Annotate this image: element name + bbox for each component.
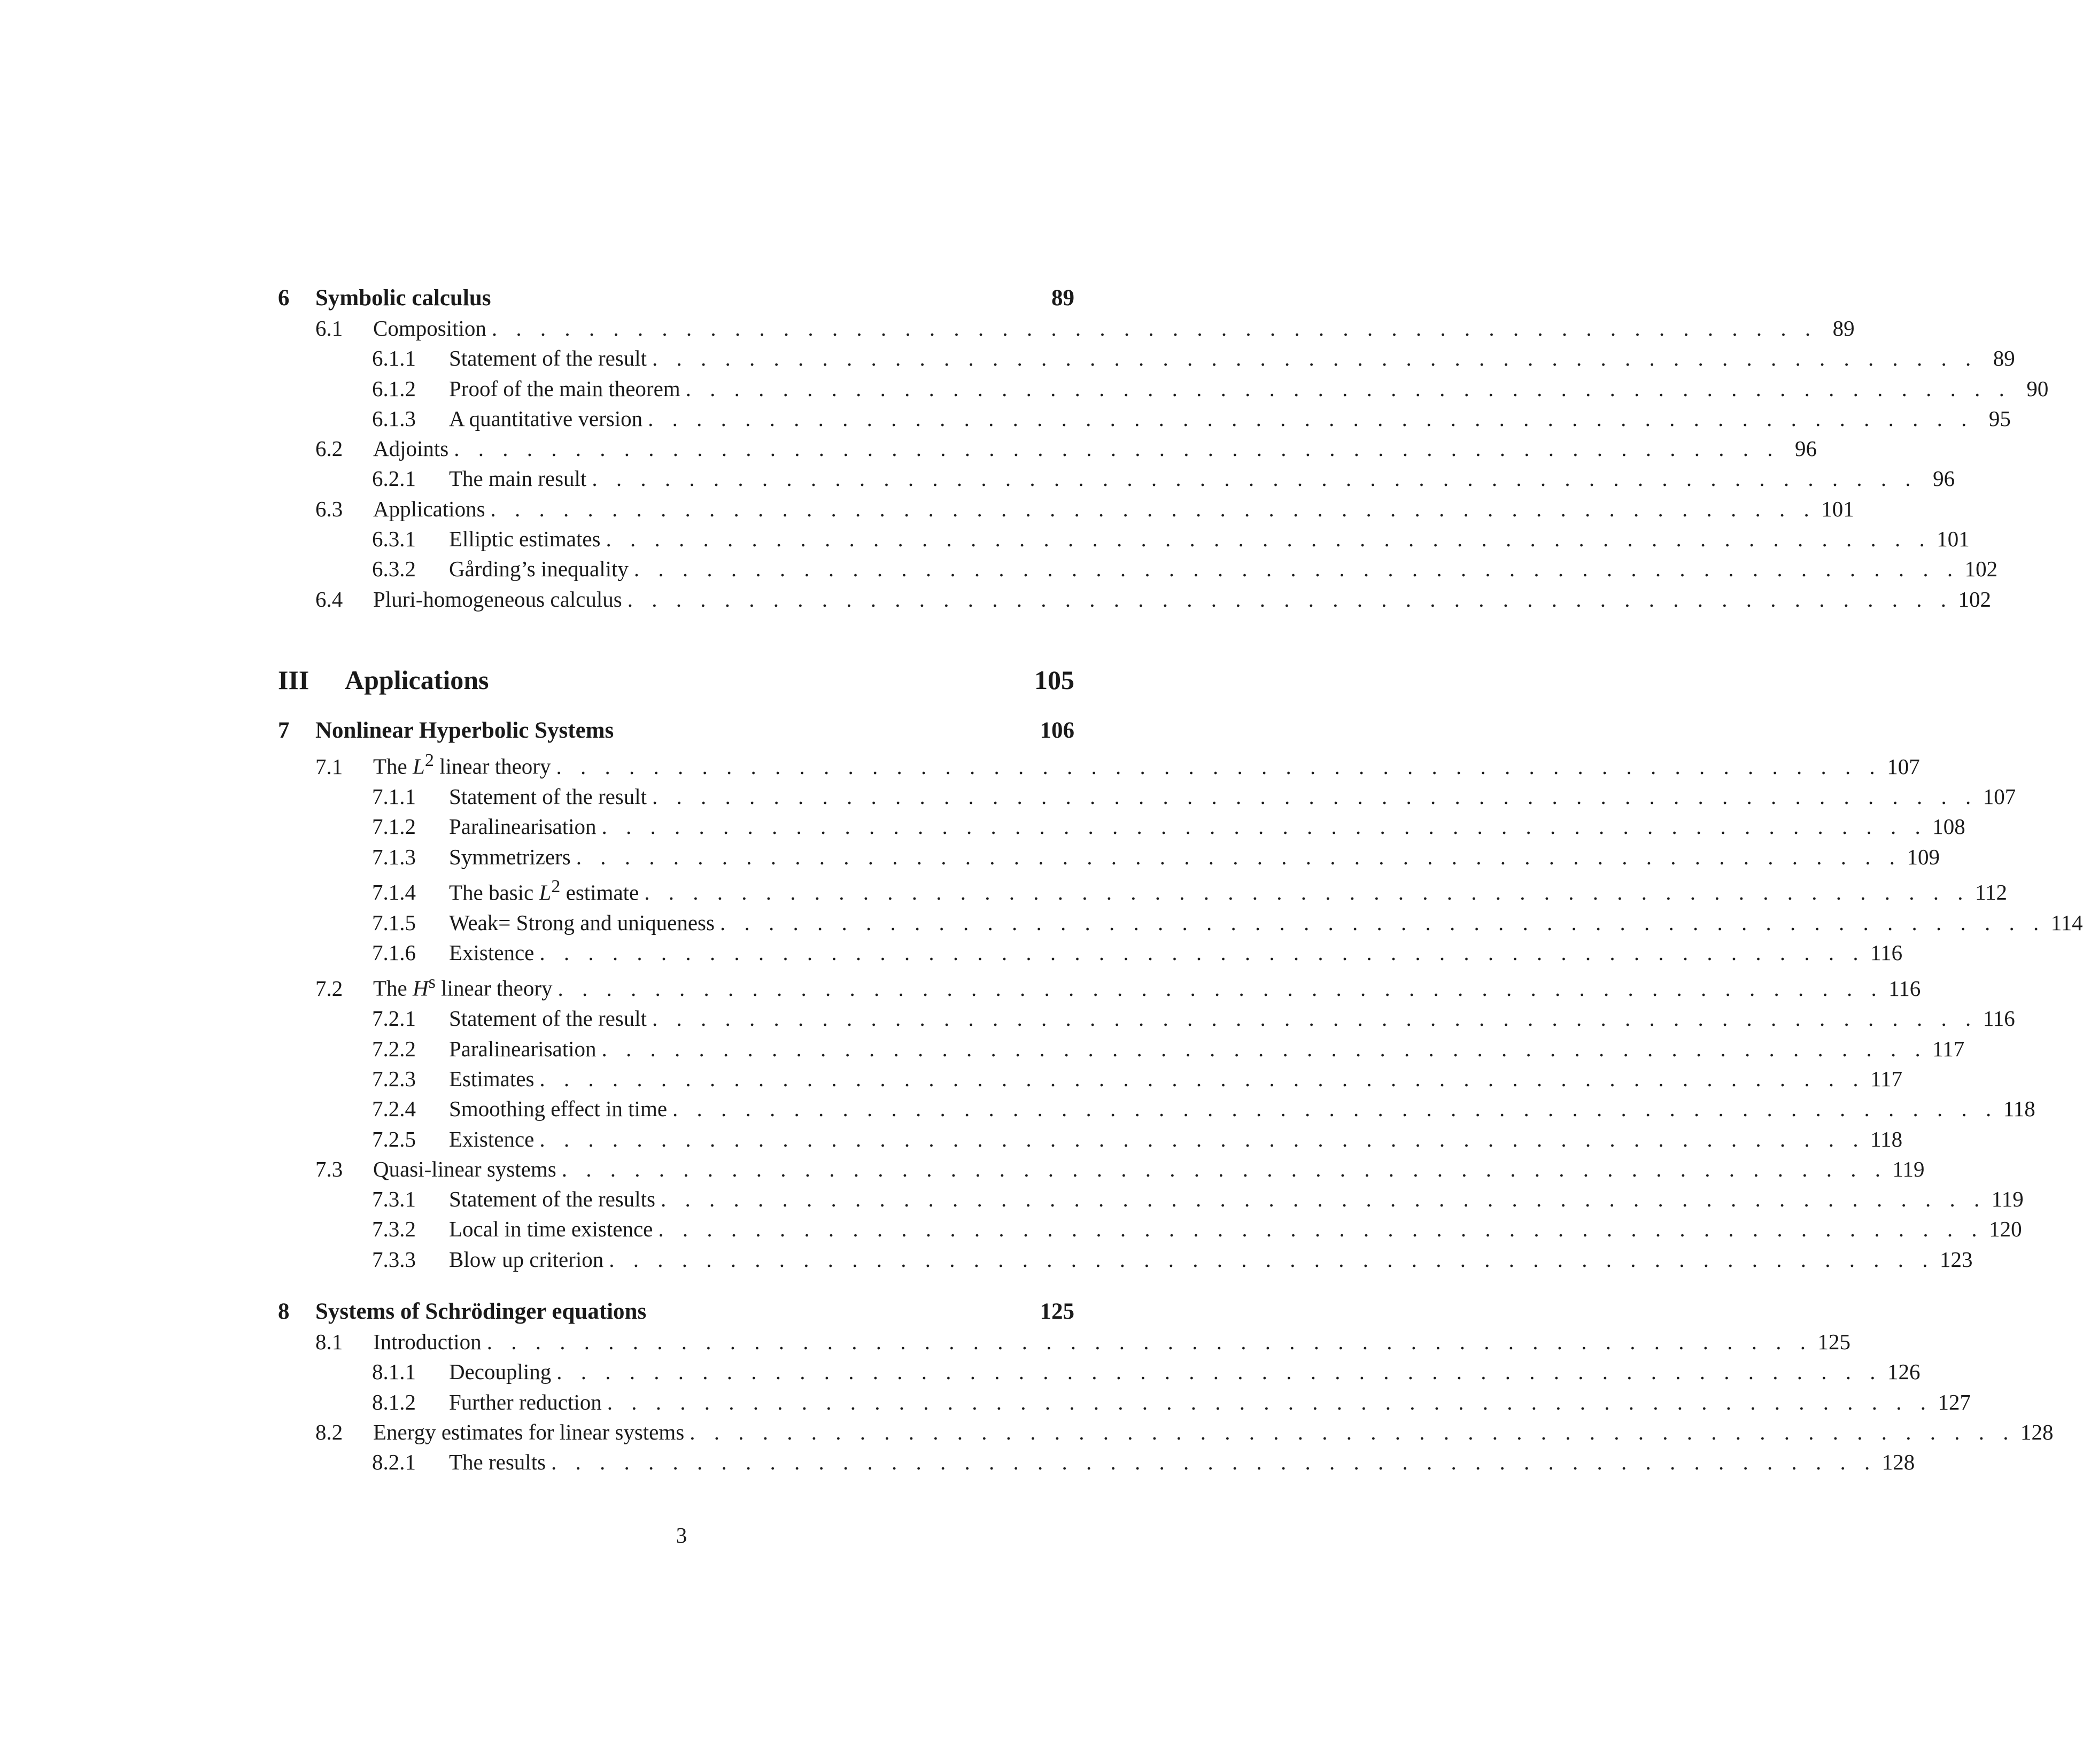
math-symbol: H bbox=[413, 976, 429, 1001]
section-page: 116 bbox=[1888, 976, 1921, 1001]
chapter-number: 8 bbox=[278, 1298, 290, 1324]
toc-section-7-2[interactable] bbox=[278, 968, 1921, 1003]
subsection-page: 119 bbox=[1991, 1187, 2024, 1212]
toc-subsection-7-3-1[interactable] bbox=[278, 1184, 2024, 1214]
subsection-page: 102 bbox=[1964, 556, 1998, 582]
subsection-page: 114 bbox=[2050, 910, 2083, 935]
toc-section-6-1[interactable] bbox=[278, 313, 1855, 343]
toc-section-6-3[interactable] bbox=[278, 494, 1854, 524]
section-page: 119 bbox=[1892, 1156, 1925, 1181]
math-symbol: L bbox=[539, 880, 552, 905]
dot-leader: . . . . . . . . . . . . . . . . . . . . . . . . . . . . . . . . . . . . . . . . . . . . . . . . . . . . . . . bbox=[652, 346, 1978, 371]
math-superscript: 2 bbox=[551, 876, 561, 896]
subsection-page: 96 bbox=[1933, 466, 1955, 491]
section-title: Introduction bbox=[373, 1329, 482, 1354]
section-title: The $H^s$ linear theory bbox=[373, 972, 553, 1001]
dot-leader: . . . . . . . . . . . . . . . . . . . . . . . . . . . . . . . . . . . . . . . . . . . . . . . . . . . . . . . bbox=[648, 406, 1973, 431]
section-number: 6.1 bbox=[315, 316, 343, 341]
subsection-title: Paralinearisation bbox=[449, 814, 597, 839]
section-number: 7.1 bbox=[315, 754, 343, 779]
chapter-page: 125 bbox=[1040, 1298, 1074, 1324]
subsection-title: The main result bbox=[449, 466, 587, 491]
subsection-page: 128 bbox=[1881, 1450, 1915, 1475]
section-number: 6.2 bbox=[315, 436, 343, 461]
subsection-number: 8.1.2 bbox=[372, 1389, 416, 1414]
section-page: 102 bbox=[1958, 586, 1991, 612]
section-page: 107 bbox=[1887, 754, 1920, 779]
subsection-number: 7.2.3 bbox=[372, 1066, 416, 1091]
subsection-number: 7.1.3 bbox=[372, 844, 416, 869]
subsection-page: 118 bbox=[2003, 1096, 2035, 1121]
dot-leader: . . . . . . . . . . . . . . . . . . . . . . . . . . . . . . . . . . . . . . . . . . . . . . . . . . . . . . . bbox=[607, 1389, 1933, 1414]
section-page: 89 bbox=[1832, 316, 1855, 341]
toc-subsection-6-1-3[interactable] bbox=[278, 404, 2011, 434]
subsection-number: 8.1.1 bbox=[372, 1359, 416, 1384]
section-number: 6.3 bbox=[315, 496, 343, 521]
toc-section-7-1[interactable] bbox=[278, 746, 1920, 782]
section-page: 128 bbox=[2020, 1419, 2054, 1444]
dot-leader: . . . . . . . . . . . . . . . . . . . . . . . . . . . . . . . . . . . . . . . . . . . . . . . . . . . . . . . bbox=[627, 586, 1953, 612]
subsection-title: A quantitative version bbox=[449, 406, 643, 431]
toc-section-7-3[interactable] bbox=[278, 1154, 1925, 1184]
subsection-title: Statement of the result bbox=[449, 346, 647, 371]
section-page: 125 bbox=[1817, 1329, 1850, 1354]
section-title: The $L^2$ linear theory bbox=[373, 750, 551, 779]
dot-leader: . . . . . . . . . . . . . . . . . . . . . . . . . . . . . . . . . . . . . . . . . . . . . . . . . . . . . . . bbox=[685, 376, 2011, 401]
subsection-title: Paralinearisation bbox=[449, 1036, 597, 1061]
subsection-number: 6.2.1 bbox=[372, 466, 416, 491]
section-title: Quasi-linear systems bbox=[373, 1156, 556, 1181]
toc-chapter-8[interactable] bbox=[278, 1297, 1074, 1327]
subsection-page: 117 bbox=[1870, 1066, 1903, 1091]
subsection-title: The basic $L^2$ estimate bbox=[449, 876, 639, 905]
subsection-title: Further reduction bbox=[449, 1389, 602, 1414]
dot-leader: . . . . . . . . . . . . . . . . . . . . . . . . . . . . . . . . . . . . . . . . . . . . . . . . . . . . . . . bbox=[609, 1247, 1934, 1272]
section-title: Composition bbox=[373, 316, 486, 341]
dot-leader: . . . . . . . . . . . . . . . . . . . . . . . . . . . . . . . . . . . . . . . . . . . . . . . . . . . . . . . bbox=[606, 527, 1932, 552]
page-number: 3 bbox=[676, 1523, 687, 1548]
toc-subsection-8-2-1[interactable] bbox=[278, 1447, 1915, 1477]
subsection-title: Symmetrizers bbox=[449, 844, 571, 869]
toc-subsection-6-2-1[interactable] bbox=[278, 463, 1955, 493]
toc-subsection-7-2-4[interactable] bbox=[278, 1094, 2035, 1124]
dot-leader: . . . . . . . . . . . . . . . . . . . . . . . . . . . . . . . . . . . . . . . . . . . . . . . . . . . . . . . bbox=[719, 910, 2046, 935]
subsection-title: Blow up criterion bbox=[449, 1247, 604, 1272]
part-page: 105 bbox=[1034, 664, 1074, 695]
subsection-number: 7.3.1 bbox=[372, 1187, 416, 1212]
subsection-title: Proof of the main theorem bbox=[449, 376, 680, 401]
dot-leader: . . . . . . . . . . . . . . . . . . . . . . . . . . . . . . . . . . . . . . . . . . . . . . . . . . . . . . . bbox=[491, 316, 1817, 341]
dot-leader: . . . . . . . . . . . . . . . . . . . . . . . . . . . . . . . . . . . . . . . . . . . . . . . . . . . . . . . bbox=[539, 940, 1865, 965]
section-number: 8.1 bbox=[315, 1329, 343, 1354]
subsection-title: Statement of the result bbox=[449, 1006, 647, 1031]
subsection-title: Existence bbox=[449, 940, 535, 965]
section-title: Pluri-homogeneous calculus bbox=[373, 586, 622, 612]
subsection-number: 7.2.1 bbox=[372, 1006, 416, 1031]
dot-leader: . . . . . . . . . . . . . . . . . . . . . . . . . . . . . . . . . . . . . . . . . . . . . . . . . . . . . . . bbox=[490, 496, 1816, 521]
subsection-title: Gårding’s inequality bbox=[449, 556, 629, 582]
subsection-number: 7.3.2 bbox=[372, 1217, 416, 1242]
dot-leader: . . . . . . . . . . . . . . . . . . . . . . . . . . . . . . . . . . . . . . . . . . . . . . . . . . . . . . . bbox=[556, 754, 1882, 779]
subsection-title: Weak= Strong and uniqueness bbox=[449, 910, 715, 935]
chapter-number: 6 bbox=[278, 285, 290, 311]
chapter-title: Symbolic calculus bbox=[315, 285, 491, 311]
subsection-number: 6.3.2 bbox=[372, 556, 416, 582]
section-number: 8.2 bbox=[315, 1419, 343, 1444]
subsection-number: 7.3.3 bbox=[372, 1247, 416, 1272]
math-superscript: 2 bbox=[424, 750, 434, 770]
subsection-number: 6.3.1 bbox=[372, 527, 416, 552]
subsection-page: 95 bbox=[1988, 406, 2011, 431]
dot-leader: . . . . . . . . . . . . . . . . . . . . . . . . . . . . . . . . . . . . . . . . . . . . . . . . . . . . . . . bbox=[539, 1066, 1865, 1091]
chapter-page: 106 bbox=[1040, 717, 1074, 743]
toc-subsection-7-2-3[interactable] bbox=[278, 1064, 1903, 1094]
section-title: Adjoints bbox=[373, 436, 449, 461]
subsection-page: 126 bbox=[1887, 1359, 1921, 1384]
subsection-page: 112 bbox=[1975, 880, 2007, 905]
dot-leader: . . . . . . . . . . . . . . . . . . . . . . . . . . . . . . . . . . . . . . . . . . . . . . . . . . . . . . . bbox=[592, 466, 1918, 491]
table-of-contents bbox=[278, 283, 2083, 1477]
toc-subsection-7-2-5[interactable] bbox=[278, 1124, 1903, 1154]
dot-leader: . . . . . . . . . . . . . . . . . . . . . . . . . . . . . . . . . . . . . . . . . . . . . . . . . . . . . . . bbox=[454, 436, 1779, 461]
chapter-title: Systems of Schrödinger equations bbox=[315, 1298, 647, 1324]
section-page: 96 bbox=[1795, 436, 1817, 461]
section-number: 7.3 bbox=[315, 1156, 343, 1181]
dot-leader: . . . . . . . . . . . . . . . . . . . . . . . . . . . . . . . . . . . . . . . . . . . . . . . . . . . . . . . bbox=[644, 880, 1970, 905]
subsection-page: 107 bbox=[1983, 784, 2016, 809]
toc-section-6-4[interactable] bbox=[278, 584, 1991, 614]
chapter-page: 89 bbox=[1051, 285, 1074, 311]
toc-subsection-7-2-2[interactable] bbox=[278, 1034, 1965, 1064]
section-title: Energy estimates for linear systems bbox=[373, 1419, 685, 1444]
math-superscript: s bbox=[428, 972, 436, 993]
subsection-title: Smoothing effect in time bbox=[449, 1096, 668, 1121]
dot-leader: . . . . . . . . . . . . . . . . . . . . . . . . . . . . . . . . . . . . . . . . . . . . . . . . . . . . . . . bbox=[672, 1096, 1998, 1121]
toc-subsection-7-1-3[interactable] bbox=[278, 842, 1940, 872]
subsection-number: 7.1.6 bbox=[372, 940, 416, 965]
dot-leader: . . . . . . . . . . . . . . . . . . . . . . . . . . . . . . . . . . . . . . . . . . . . . . . . . . . . . . . bbox=[658, 1217, 1984, 1242]
math-symbol: L bbox=[413, 754, 425, 779]
subsection-number: 7.1.1 bbox=[372, 784, 416, 809]
dot-leader: . . . . . . . . . . . . . . . . . . . . . . . . . . . . . . . . . . . . . . . . . . . . . . . . . . . . . . . bbox=[576, 844, 1902, 869]
subsection-page: 117 bbox=[1932, 1036, 1965, 1061]
dot-leader: . . . . . . . . . . . . . . . . . . . . . . . . . . . . . . . . . . . . . . . . . . . . . . . . . . . . . . . bbox=[486, 1329, 1813, 1354]
subsection-number: 7.2.5 bbox=[372, 1126, 416, 1151]
dot-leader: . . . . . . . . . . . . . . . . . . . . . . . . . . . . . . . . . . . . . . . . . . . . . . . . . . . . . . . bbox=[539, 1126, 1865, 1151]
section-number: 7.2 bbox=[315, 976, 343, 1001]
toc-section-8-1[interactable] bbox=[278, 1327, 1850, 1357]
subsection-title: Existence bbox=[449, 1126, 535, 1151]
part-title: Applications bbox=[345, 664, 489, 695]
dot-leader: . . . . . . . . . . . . . . . . . . . . . . . . . . . . . . . . . . . . . . . . . . . . . . . . . . . . . . . bbox=[601, 814, 1927, 839]
subsection-title: Estimates bbox=[449, 1066, 535, 1091]
section-page: 101 bbox=[1821, 496, 1854, 521]
toc-subsection-8-1-2[interactable] bbox=[278, 1387, 1971, 1417]
dot-leader: . . . . . . . . . . . . . . . . . . . . . . . . . . . . . . . . . . . . . . . . . . . . . . . . . . . . . . . bbox=[551, 1450, 1877, 1475]
dot-leader: . . . . . . . . . . . . . . . . . . . . . . . . . . . . . . . . . . . . . . . . . . . . . . . . . . . . . . . bbox=[633, 556, 1960, 582]
subsection-number: 7.1.5 bbox=[372, 910, 416, 935]
toc-part-3[interactable] bbox=[278, 662, 1074, 698]
subsection-page: 127 bbox=[1938, 1389, 1971, 1414]
subsection-number: 6.1.3 bbox=[372, 406, 416, 431]
subsection-page: 109 bbox=[1907, 844, 1940, 869]
subsection-number: 7.1.4 bbox=[372, 880, 416, 905]
toc-section-6-2[interactable] bbox=[278, 434, 1817, 463]
subsection-number: 7.1.2 bbox=[372, 814, 416, 839]
toc-subsection-7-3-3[interactable] bbox=[278, 1244, 1973, 1274]
subsection-title: Statement of the result bbox=[449, 784, 647, 809]
toc-subsection-7-1-4[interactable] bbox=[278, 872, 2007, 908]
toc-subsection-7-1-1[interactable] bbox=[278, 782, 2016, 811]
toc-subsection-6-1-2[interactable] bbox=[278, 374, 2049, 404]
subsection-page: 116 bbox=[1870, 940, 1903, 965]
subsection-page: 120 bbox=[1989, 1217, 2022, 1242]
dot-leader: . . . . . . . . . . . . . . . . . . . . . . . . . . . . . . . . . . . . . . . . . . . . . . . . . . . . . . . bbox=[561, 1156, 1887, 1181]
subsection-title: The results bbox=[449, 1450, 546, 1475]
subsection-number: 8.2.1 bbox=[372, 1450, 416, 1475]
subsection-title: Decoupling bbox=[449, 1359, 552, 1384]
toc-subsection-6-3-1[interactable] bbox=[278, 524, 1970, 554]
toc-subsection-7-3-2[interactable] bbox=[278, 1214, 2022, 1244]
toc-chapter-7[interactable] bbox=[278, 716, 1074, 746]
subsection-number: 7.2.2 bbox=[372, 1036, 416, 1061]
section-title: Applications bbox=[373, 496, 485, 521]
part-number: III bbox=[278, 664, 309, 695]
subsection-number: 7.2.4 bbox=[372, 1096, 416, 1121]
toc-subsection-6-1-1[interactable] bbox=[278, 343, 2015, 373]
dot-leader: . . . . . . . . . . . . . . . . . . . . . . . . . . . . . . . . . . . . . . . . . . . . . . . . . . . . . . . bbox=[556, 1359, 1883, 1384]
subsection-title: Elliptic estimates bbox=[449, 527, 601, 552]
dot-leader: . . . . . . . . . . . . . . . . . . . . . . . . . . . . . . . . . . . . . . . . . . . . . . . . . . . . . . . bbox=[601, 1036, 1927, 1061]
dot-leader: . . . . . . . . . . . . . . . . . . . . . . . . . . . . . . . . . . . . . . . . . . . . . . . . . . . . . . . bbox=[690, 1419, 2015, 1444]
dot-leader: . . . . . . . . . . . . . . . . . . . . . . . . . . . . . . . . . . . . . . . . . . . . . . . . . . . . . . . bbox=[652, 784, 1978, 809]
subsection-page: 101 bbox=[1937, 527, 1970, 552]
subsection-page: 123 bbox=[1939, 1247, 1973, 1272]
toc-subsection-7-1-5[interactable] bbox=[278, 908, 2083, 938]
section-number: 6.4 bbox=[315, 586, 343, 612]
subsection-title: Local in time existence bbox=[449, 1217, 653, 1242]
dot-leader: . . . . . . . . . . . . . . . . . . . . . . . . . . . . . . . . . . . . . . . . . . . . . . . . . . . . . . . bbox=[557, 976, 1884, 1001]
dot-leader: . . . . . . . . . . . . . . . . . . . . . . . . . . . . . . . . . . . . . . . . . . . . . . . . . . . . . . . bbox=[661, 1187, 1986, 1212]
toc-subsection-8-1-1[interactable] bbox=[278, 1357, 1921, 1387]
toc-subsection-7-1-6[interactable] bbox=[278, 938, 1903, 968]
toc-section-8-2[interactable] bbox=[278, 1417, 2054, 1447]
subsection-page: 116 bbox=[1983, 1006, 2015, 1031]
toc-subsection-6-3-2[interactable] bbox=[278, 554, 1998, 584]
dot-leader: . . . . . . . . . . . . . . . . . . . . . . . . . . . . . . . . . . . . . . . . . . . . . . . . . . . . . . . bbox=[652, 1006, 1978, 1031]
chapter-number: 7 bbox=[278, 717, 290, 743]
toc-subsection-7-1-2[interactable] bbox=[278, 811, 1965, 841]
subsection-page: 108 bbox=[1932, 814, 1965, 839]
subsection-page: 118 bbox=[1870, 1126, 1903, 1151]
subsection-number: 6.1.2 bbox=[372, 376, 416, 401]
subsection-number: 6.1.1 bbox=[372, 346, 416, 371]
toc-chapter-6[interactable] bbox=[278, 283, 1074, 313]
subsection-page: 90 bbox=[2026, 376, 2049, 401]
toc-subsection-7-2-1[interactable] bbox=[278, 1003, 2015, 1033]
chapter-title: Nonlinear Hyperbolic Systems bbox=[315, 717, 614, 743]
subsection-title: Statement of the results bbox=[449, 1187, 655, 1212]
subsection-page: 89 bbox=[1993, 346, 2015, 371]
